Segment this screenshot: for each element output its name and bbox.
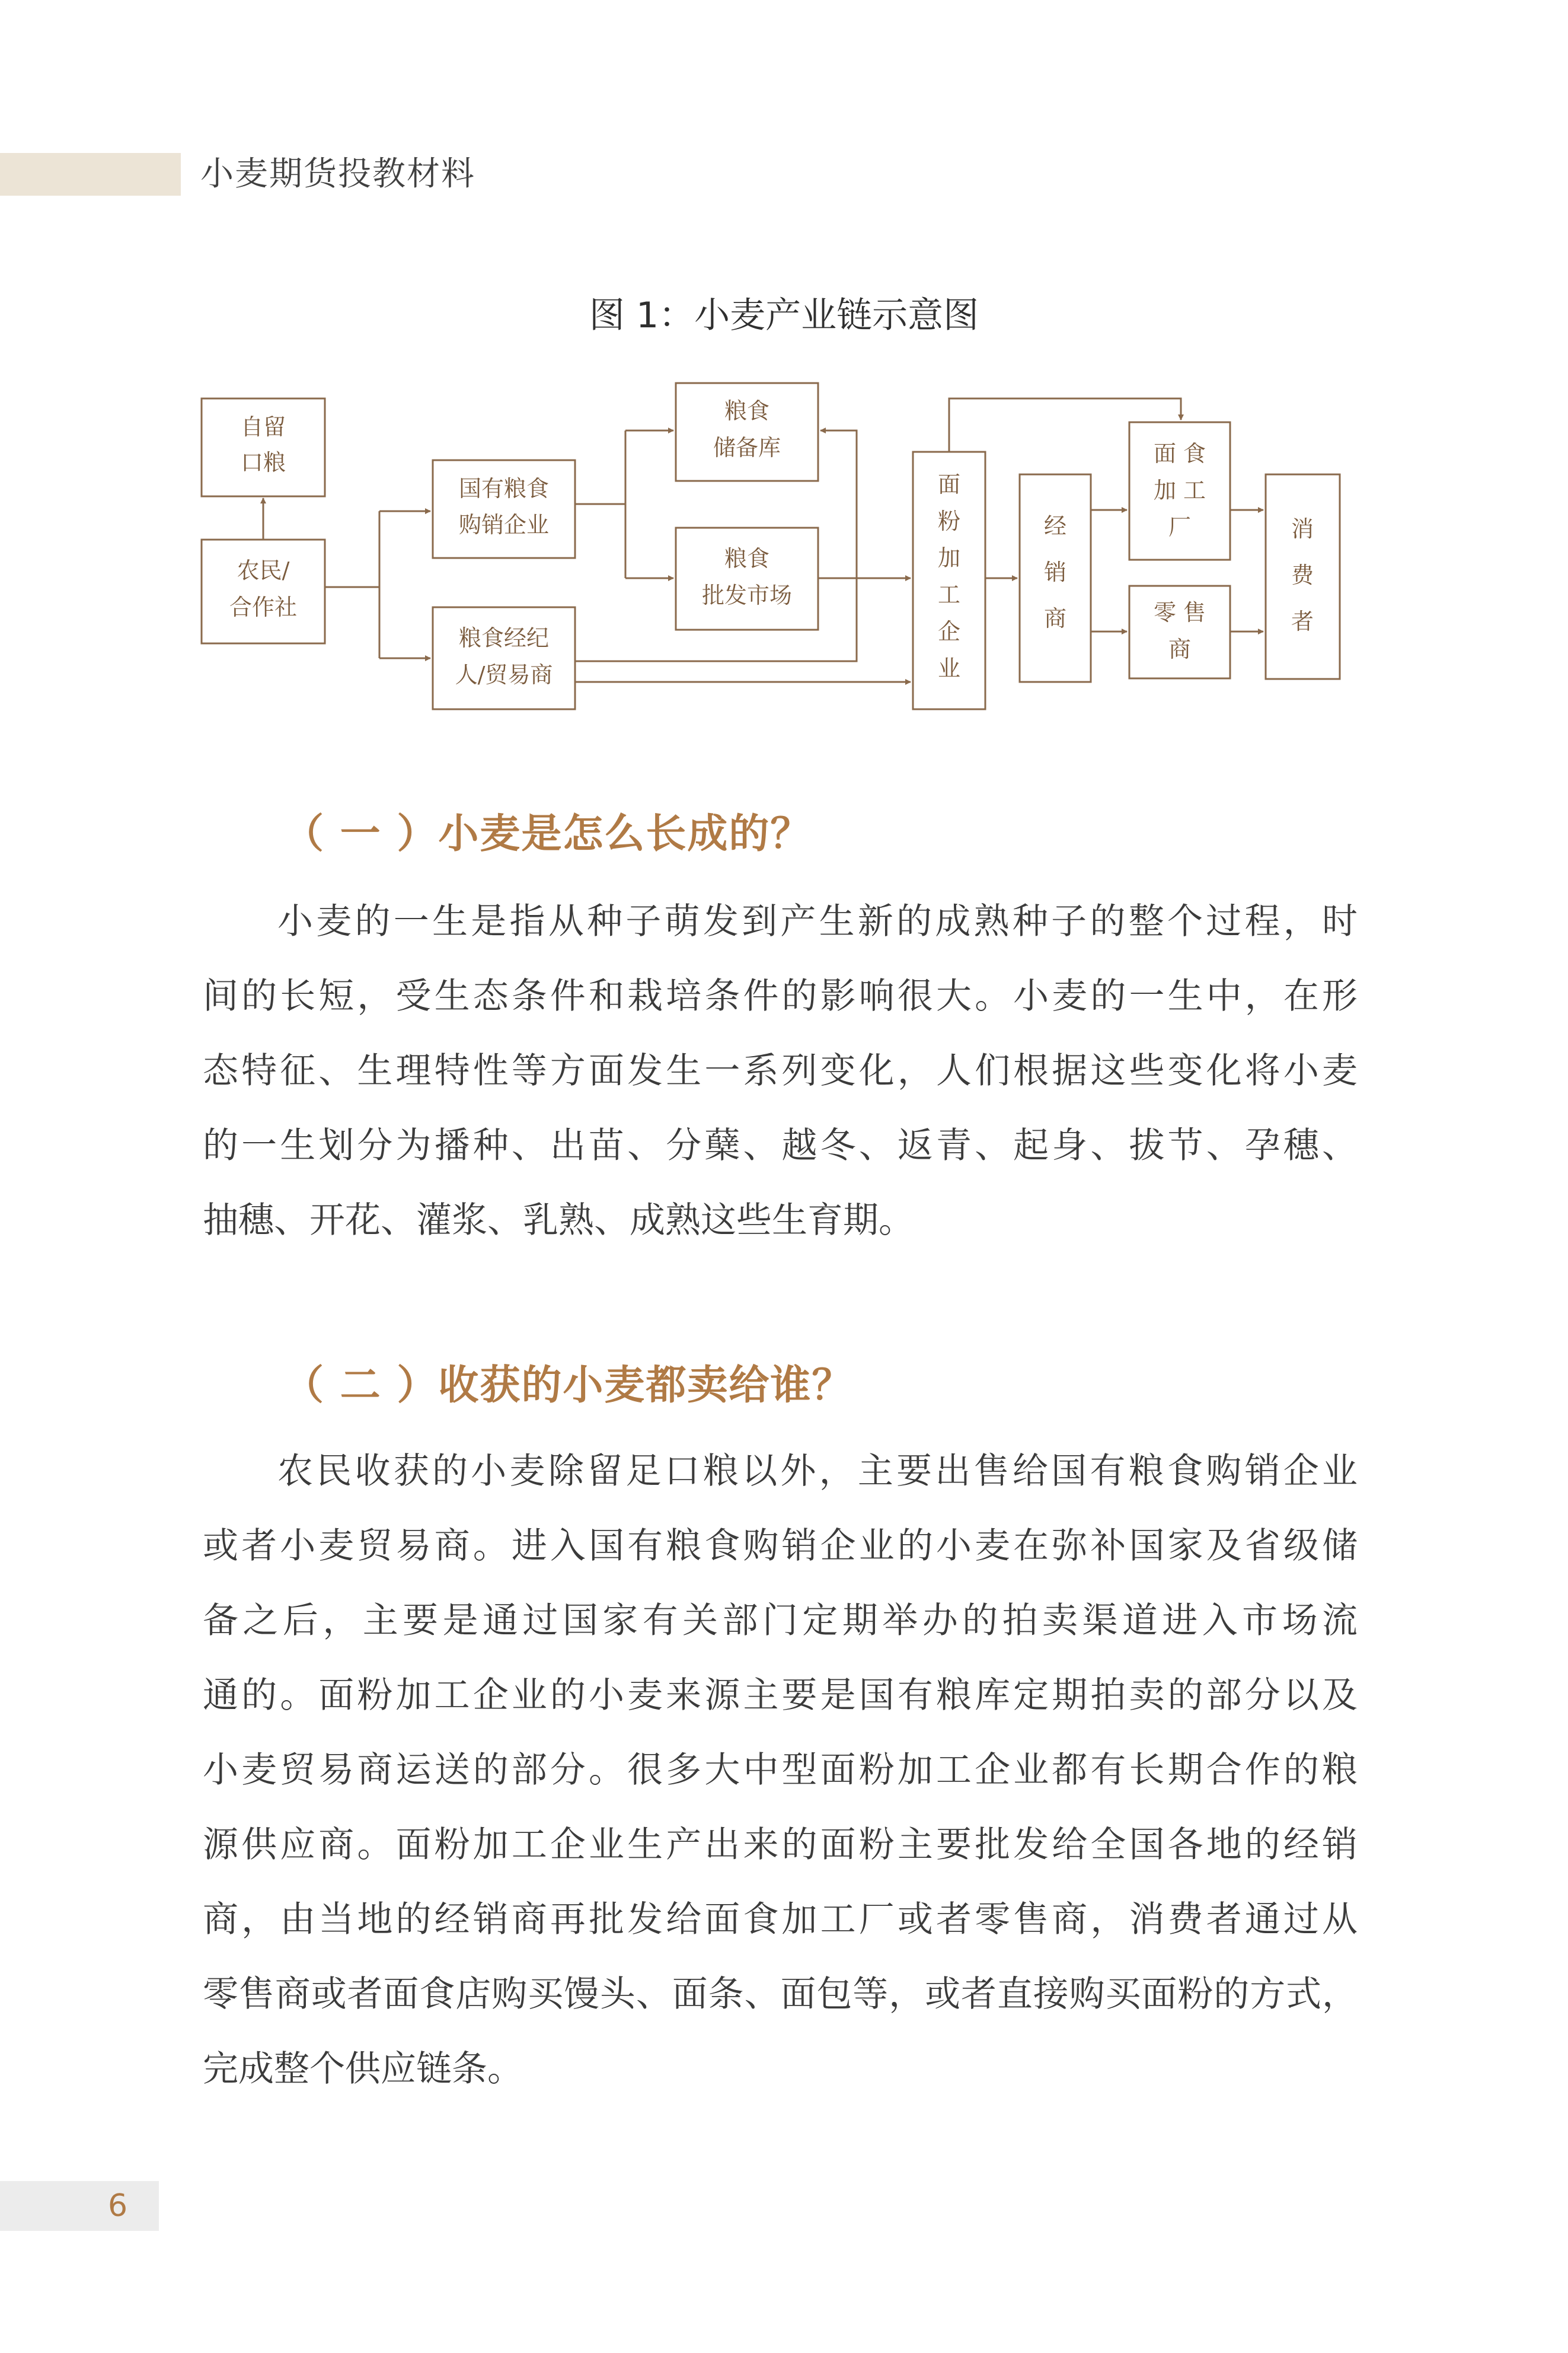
label-mianfen-6: 业 [937, 655, 961, 681]
label-mianfen-4: 工 [937, 582, 961, 608]
figure-caption: 图 1：小麦产业链示意图 [589, 295, 979, 336]
page-number-bar [0, 2181, 159, 2231]
paragraph-line: 的一生划分为播种、出苗、分蘖、越冬、返青、起身、拔节、孕穗、 [203, 1125, 1358, 1166]
label-xiaofei-3: 者 [1291, 608, 1314, 635]
paragraph-line: 零售商或者面食店购买馒头、面条、面包等，或者直接购买面粉的方式， [203, 1973, 1358, 2015]
paragraph-line: 备之后，主要是通过国家有关部门定期举办的拍卖渠道进入市场流 [203, 1600, 1358, 1641]
paragraph-line: 完成整个供应链条。 [203, 2048, 523, 2090]
label-nongmin-1: 农民/ [237, 557, 290, 584]
paragraph-line: 小麦的一生是指从种子萌发到产生新的成熟种子的整个过程，时 [277, 901, 1358, 942]
label-pifashichang-1: 粮食 [724, 546, 770, 572]
label-guoyou-2: 购销企业 [458, 512, 550, 538]
paragraph-line: 抽穗、开花、灌浆、乳熟、成熟这些生育期。 [203, 1200, 914, 1241]
header-title: 小麦期货投教材料 [200, 155, 475, 193]
label-lingshou-1: 零 售 [1153, 600, 1206, 626]
label-jingjiren-2: 人/贸易商 [455, 662, 553, 688]
paragraph-line: 小麦贸易商运送的部分。很多大中型面粉加工企业都有长期合作的粮 [203, 1749, 1358, 1791]
node-jingjiren [433, 607, 575, 709]
section-2-heading: （ 二 ）收获的小麦都卖给谁？ [283, 1362, 854, 1409]
node-nongmin [202, 540, 325, 643]
section-2-paragraph [203, 1434, 1358, 2106]
paragraph-line: 或者小麦贸易商。进入国有粮食购销企业的小麦在弥补国家及省级储 [203, 1525, 1358, 1567]
label-xiaofei-2: 费 [1291, 562, 1314, 588]
label-pifashichang-2: 批发市场 [701, 582, 793, 608]
paragraph-line: 农民收获的小麦除留足口粮以外，主要出售给国有粮食购销企业 [277, 1450, 1358, 1492]
node-zilikouliang [202, 398, 325, 496]
paragraph-line: 源供应商。面粉加工企业生产出来的面粉主要批发给全国各地的经销 [203, 1824, 1358, 1866]
label-mianshi-2: 加 工 [1153, 477, 1206, 503]
label-chubeiku-2: 储备库 [713, 435, 781, 461]
label-jingxiao-1: 经 [1043, 513, 1067, 539]
section-1-heading: （ 一 ）小麦是怎么长成的？ [283, 811, 812, 857]
label-mianshi-1: 面 食 [1153, 441, 1206, 467]
industry-chain-diagram [0, 0, 1568, 741]
paragraph-line: 商，由当地的经销商再批发给面食加工厂或者零售商，消费者通过从 [203, 1899, 1358, 1940]
label-mianfen-5: 企 [937, 618, 961, 645]
label-mianfen-3: 加 [937, 545, 961, 571]
arrow-jingjiren-chubeiku [575, 431, 857, 661]
label-mianshi-3: 厂 [1168, 514, 1192, 540]
page-number: 6 [108, 2188, 128, 2224]
paragraph-line: 态特征、生理特性等方面发生一系列变化，人们根据这些变化将小麦 [203, 1050, 1358, 1092]
label-nongmin-2: 合作社 [229, 594, 298, 620]
node-pifashichang [676, 528, 818, 630]
node-guoyou [433, 460, 575, 558]
label-zilikouliang-1: 自留 [240, 414, 286, 440]
label-xiaofei-1: 消 [1291, 516, 1314, 542]
paragraph-line: 间的长短，受生态条件和栽培条件的影响很大。小麦的一生中，在形 [203, 975, 1358, 1017]
label-lingshou-2: 商 [1168, 636, 1192, 662]
label-mianfen-2: 粉 [937, 508, 961, 534]
label-mianfen-1: 面 [937, 471, 961, 498]
label-chubeiku-1: 粮食 [724, 398, 770, 424]
paragraph-line: 通的。面粉加工企业的小麦来源主要是国有粮库定期拍卖的部分以及 [203, 1675, 1358, 1716]
label-guoyou-1: 国有粮食 [458, 476, 550, 502]
label-zilikouliang-2: 口粮 [240, 449, 286, 476]
label-jingxiao-3: 商 [1043, 605, 1067, 632]
section-1-paragraph [203, 884, 1358, 1258]
label-jingxiao-2: 销 [1043, 559, 1067, 585]
arrow-mianfen-mianshi [949, 398, 1181, 452]
label-jingjiren-1: 粮食经纪 [458, 625, 550, 651]
